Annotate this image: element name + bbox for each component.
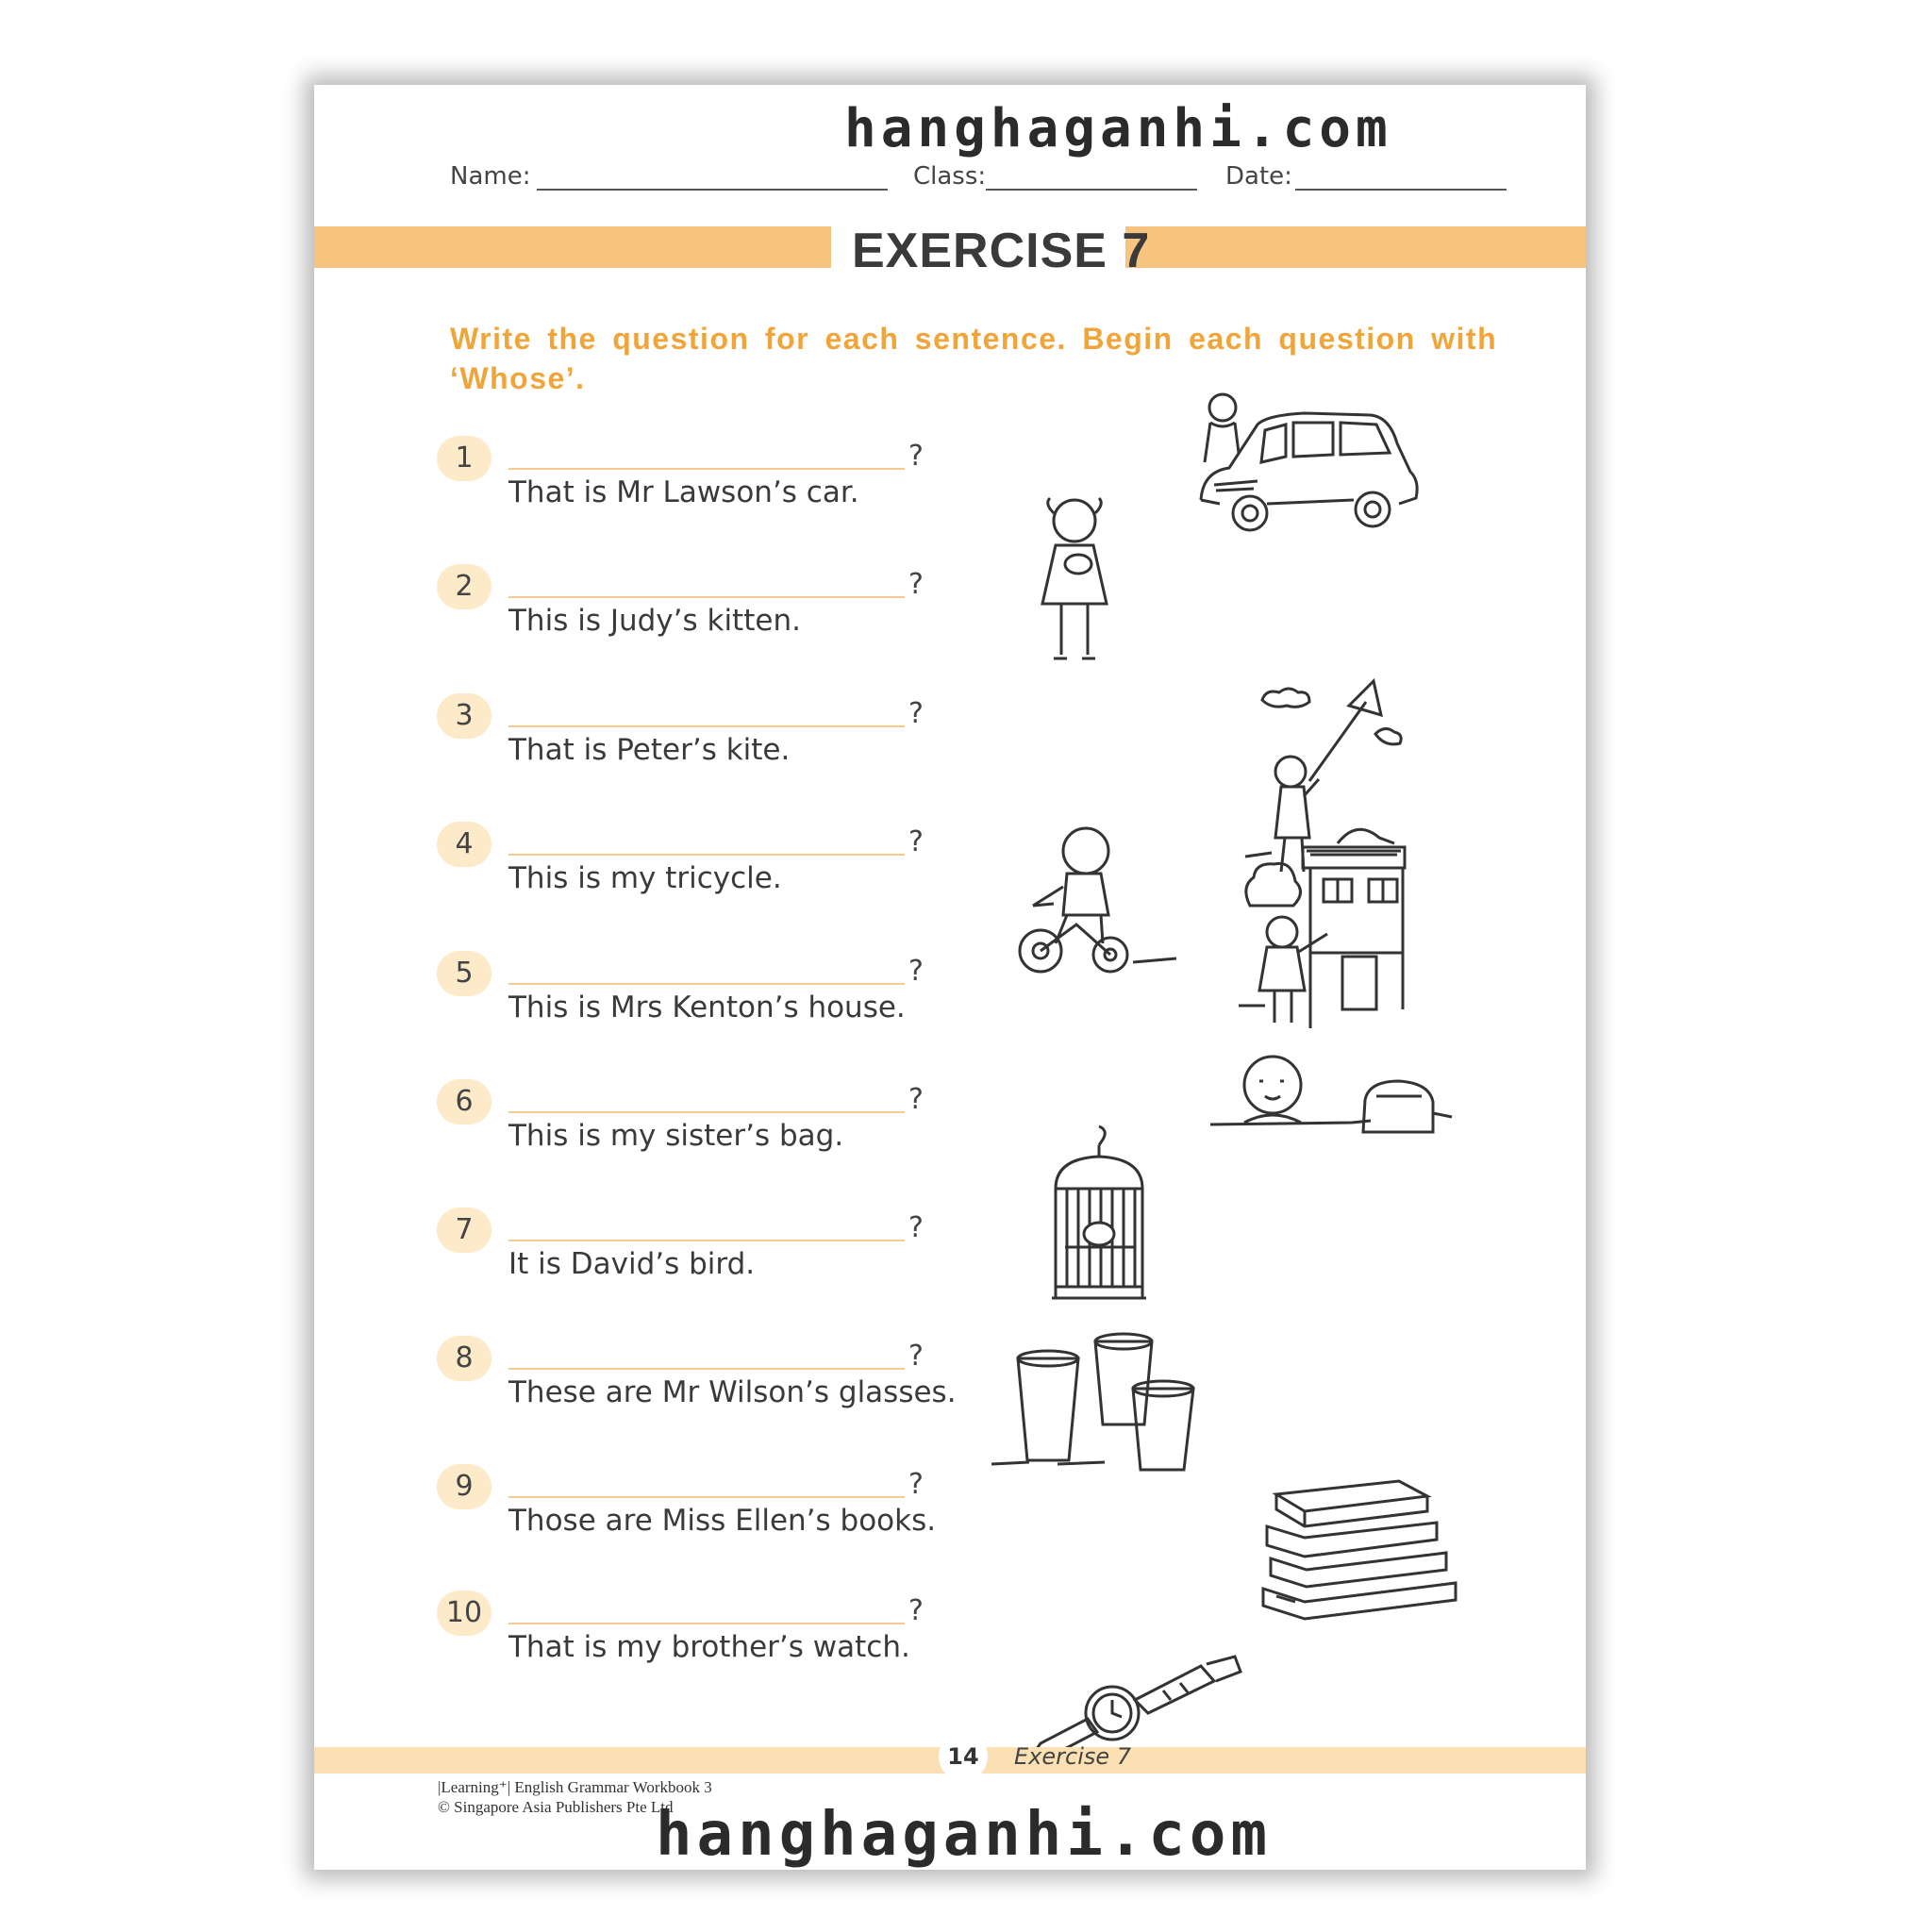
question-item <box>437 1591 965 1675</box>
question-sentence: That is Mr Lawson’s car. <box>508 475 859 509</box>
date-label: Date: <box>1225 162 1292 191</box>
question-mark: ? <box>908 1468 924 1501</box>
instruction-line-1: Write the question for each sentence. Begin each question with <box>450 322 1498 356</box>
answer-blank-line[interactable] <box>508 1240 905 1241</box>
question-item <box>437 1464 965 1549</box>
question-sentence: This is Judy’s kitten. <box>508 604 801 638</box>
question-mark: ? <box>908 1340 924 1373</box>
class-label: Class: <box>913 162 987 191</box>
answer-blank-line[interactable] <box>508 1496 905 1498</box>
question-sentence: This is my tricycle. <box>508 861 782 895</box>
footer-exercise-label: Exercise 7 <box>1014 1743 1132 1770</box>
answer-blank-line[interactable] <box>508 1623 905 1624</box>
answer-blank-line[interactable] <box>508 725 905 727</box>
instruction-line-2: ‘Whose’. <box>450 361 586 395</box>
answer-blank-line[interactable] <box>508 983 905 985</box>
header-fields <box>314 162 1586 200</box>
question-mark: ? <box>908 568 924 601</box>
man-with-car-drawing <box>1191 387 1427 547</box>
girl-with-house-drawing <box>1237 840 1416 1028</box>
name-label: Name: <box>450 162 531 191</box>
name-line <box>537 189 888 191</box>
question-sentence: This is my sister’s bag. <box>508 1119 844 1153</box>
publisher-line-1: |Learning⁺| English Grammar Workbook 3 <box>438 1778 712 1796</box>
question-item <box>437 1336 965 1421</box>
books-drawing <box>1257 1472 1465 1623</box>
question-sentence: This is Mrs Kenton’s house. <box>508 991 906 1024</box>
boy-on-tricycle-drawing <box>1010 821 1180 991</box>
question-sentence: That is Peter’s kite. <box>508 733 791 767</box>
question-mark: ? <box>908 697 924 730</box>
question-number-badge: 1 <box>437 436 491 481</box>
question-number-badge: 3 <box>437 693 491 739</box>
question-number-badge: 2 <box>437 564 491 609</box>
question-number-badge: 4 <box>437 822 491 867</box>
exercise-title: EXERCISE 7 <box>852 224 1151 278</box>
answer-blank-line[interactable] <box>508 854 905 856</box>
title-band-right <box>1125 226 1586 268</box>
question-mark: ? <box>908 1594 924 1627</box>
glasses-drawing <box>991 1321 1208 1481</box>
question-sentence: It is David’s bird. <box>508 1247 756 1281</box>
watermark-top: hanghaganhi.com <box>844 98 1392 159</box>
question-number-badge: 9 <box>437 1464 491 1509</box>
question-mark: ? <box>908 955 924 988</box>
class-line <box>986 189 1197 191</box>
question-number-badge: 8 <box>437 1336 491 1381</box>
question-number-badge: 6 <box>437 1079 491 1124</box>
question-item <box>437 1079 965 1164</box>
question-mark: ? <box>908 440 924 473</box>
page-number: 14 <box>939 1732 988 1781</box>
question-number-badge: 10 <box>437 1591 491 1636</box>
date-line <box>1295 189 1507 191</box>
question-sentence: Those are Miss Ellen’s books. <box>508 1504 937 1538</box>
question-item <box>437 564 965 649</box>
question-item <box>437 436 965 521</box>
girl-with-kitten-drawing <box>1025 492 1129 672</box>
answer-blank-line[interactable] <box>508 468 905 470</box>
birdcage-drawing <box>1042 1123 1156 1311</box>
question-item <box>437 822 965 907</box>
question-item <box>437 951 965 1036</box>
title-band-left <box>314 226 831 268</box>
question-sentence: These are Mr Wilson’s glasses. <box>508 1375 957 1409</box>
question-mark: ? <box>908 1211 924 1244</box>
watermark-bottom: hanghaganhi.com <box>656 1800 1272 1870</box>
boy-with-bag-drawing <box>1210 1047 1456 1170</box>
answer-blank-line[interactable] <box>508 596 905 598</box>
question-number-badge: 5 <box>437 951 491 996</box>
question-item <box>437 693 965 778</box>
answer-blank-line[interactable] <box>508 1111 905 1113</box>
publisher-line-2: © Singapore Asia Publishers Pte Ltd <box>438 1798 674 1816</box>
question-sentence: That is my brother’s watch. <box>508 1630 910 1664</box>
question-item <box>437 1208 965 1292</box>
question-number-badge: 7 <box>437 1208 491 1253</box>
answer-blank-line[interactable] <box>508 1368 905 1370</box>
question-mark: ? <box>908 825 924 858</box>
question-mark: ? <box>908 1083 924 1116</box>
worksheet-page <box>314 85 1586 1870</box>
